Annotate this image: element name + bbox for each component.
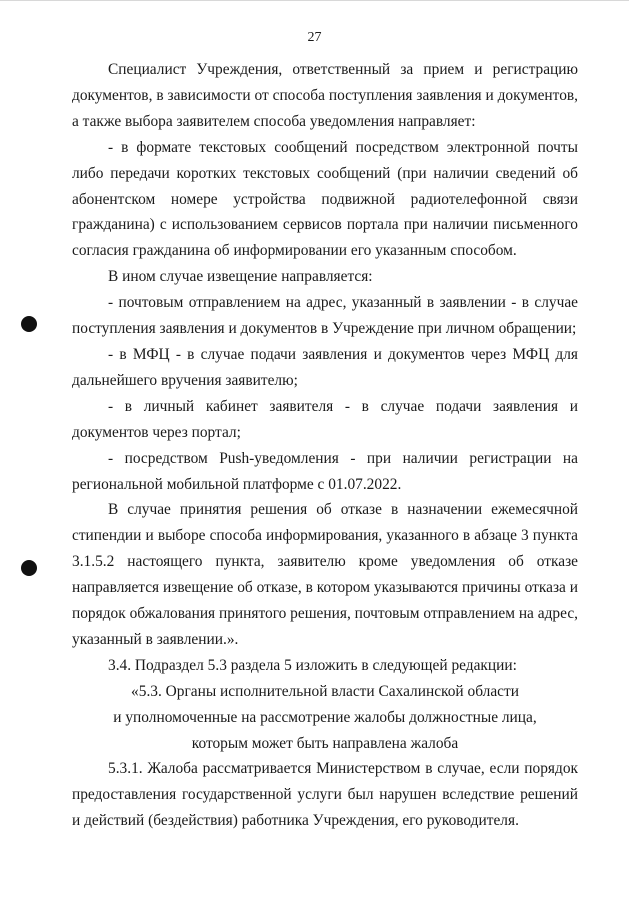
paragraph-postal: - почтовым отправлением на адрес, указанный в заявлении - в случае поступления заявления и документов в Учреждение при личном обращении; [72, 294, 578, 338]
document-body [72, 57, 578, 834]
punch-hole-lower [21, 560, 37, 576]
paragraph-personal-cabinet: - в личный кабинет заявителя - в случае подачи заявления и документов через портал; [72, 397, 578, 441]
section-heading-line-2: и уполномоченные на рассмотрение жалобы должностные лица, [113, 708, 537, 726]
page-number: 27 [307, 30, 322, 45]
paragraph-text-messages: - в формате текстовых сообщений посредством электронной почты либо передачи коротких текстовых сообщений (при наличии сведений об абонентском номере устройства подвижной радиотелефонной связи гражданина) с использованием сервисов портала при наличии письменного согласия гражданина об информировании его указанным способом. [72, 138, 578, 260]
paragraph-refusal: В случае принятия решения об отказе в назначении ежемесячной стипендии и выборе способа информирования, указанного в абзаце 3 пункта 3.1.5.2 настоящего пункта, заявителю кроме уведомления об отказе направляется извещение об отказе, в котором указываются причины отказа и порядок обжалования принятого решения, почтовым отправлением на адрес, указанный в заявлении.». [72, 501, 578, 648]
section-heading-line-1: «5.3. Органы исполнительной власти Сахалинской области [131, 682, 519, 700]
paragraph-specialist-sends: Специалист Учреждения, ответственный за прием и регистрацию документов, в зависимости от способа поступления заявления и документов, а также выбора заявителем способа уведомления направляет: [72, 61, 578, 130]
paragraph-mfc: - в МФЦ - в случае подачи заявления и документов через МФЦ для дальнейшего вручения заявителю; [72, 345, 578, 389]
paragraph-push: - посредством Push-уведомления - при наличии регистрации на региональной мобильной платформе с 01.07.2022. [72, 449, 578, 493]
paragraph-otherwise: В ином случае извещение направляется: [108, 268, 373, 286]
page-top-edge [0, 0, 629, 1]
paragraph-subsection-amend: 3.4. Подраздел 5.3 раздела 5 изложить в следующей редакции: [108, 656, 517, 674]
paragraph-complaint: 5.3.1. Жалоба рассматривается Министерством в случае, если порядок предоставления государственной услуги был нарушен вследствие решений и действий (бездействия) работника Учреждения, его руководителя. [72, 760, 578, 830]
punch-hole-upper [21, 316, 37, 332]
section-heading [72, 679, 578, 757]
section-heading-line-3: которым может быть направлена жалоба [191, 734, 459, 752]
